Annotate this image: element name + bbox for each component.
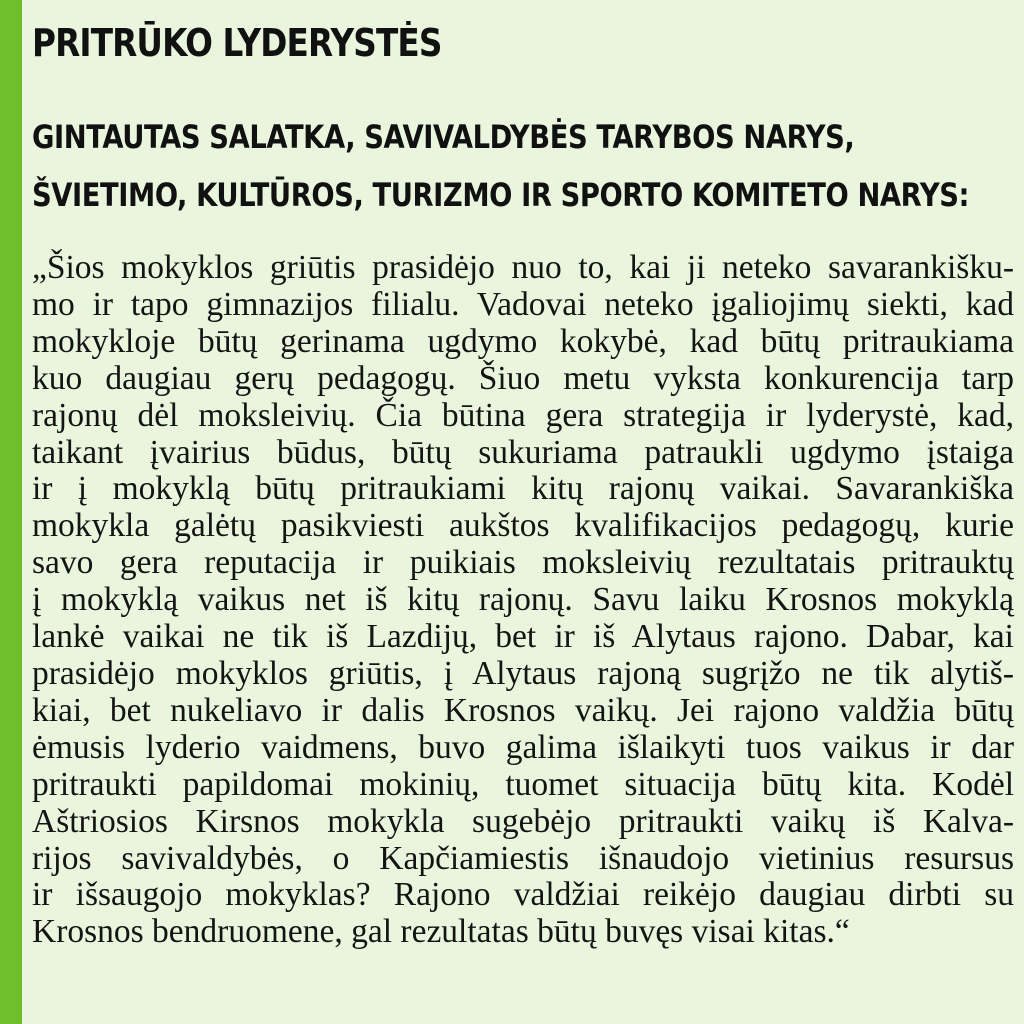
quote-line: į mokyklą vaikus net iš kitų rajonų. Savu laiku Krosnos mokyklą xyxy=(32,581,1014,619)
quote-line: kiai, bet nukeliavo ir dalis Krosnos vaikų. Jei rajono valdžia būtų xyxy=(32,691,1014,729)
quote-line: mokykla galėtų pasikviesti aukštos kvalifikacijos pedagogų, kurie xyxy=(32,507,1014,545)
quote-text xyxy=(32,250,1014,951)
headline: PRITRŪKO LYDERYSTĖS xyxy=(32,21,442,65)
quote-line: rajonų dėl moksleivių. Čia būtina gera strategija ir lyderystė, kad, xyxy=(32,396,1014,434)
quote-line: „Šios mokyklos griūtis prasidėjo nuo to, kai ji neteko savarankišku- xyxy=(32,249,1014,286)
accent-bar xyxy=(0,0,22,1024)
quote-line: ir išsaugojo mokyklas? Rajono valdžiai reikėjo daugiau dirbti su xyxy=(32,876,1014,914)
byline xyxy=(32,108,990,224)
quote-line: mokykloje būtų gerinama ugdymo kokybė, kad būtų pritraukiama xyxy=(32,322,1014,360)
byline-name-role: GINTAUTAS SALATKA, SAVIVALDYBĖS TARYBOS NARYS, xyxy=(32,118,855,156)
quote-line: mo ir tapo gimnazijos filialu. Vadovai neteko įgaliojimų siekti, kad xyxy=(32,285,1014,323)
quote-line: kuo daugiau gerų pedagogų. Šiuo metu vyksta konkurencija tarp xyxy=(32,359,1014,397)
quote-line: Aštriosios Kirsnos mokykla sugebėjo pritraukti vaikų iš Kalva- xyxy=(32,802,1014,840)
quote-line: Krosnos bendruomene, gal rezultatas būtų buvęs visai kitas.“ xyxy=(32,913,850,951)
quote-line: prasidėjo mokyklos griūtis, į Alytaus rajoną sugrįžo ne tik alytiš- xyxy=(32,654,1014,692)
quote-line: rijos savivaldybės, o Kapčiamiestis išnaudojo vietinius resursus xyxy=(32,839,1014,877)
byline-committee: ŠVIETIMO, KULTŪROS, TURIZMO IR SPORTO KOMITETO NARYS: xyxy=(32,176,969,214)
quote-line: pritraukti papildomai mokinių, tuomet situacija būtų kita. Kodėl xyxy=(32,765,1014,803)
quote-line: ėmusis lyderio vaidmens, buvo galima išlaikyti tuos vaikus ir dar xyxy=(32,728,1014,766)
quote-line: savo gera reputacija ir puikiais moksleivių rezultatais pritrauktų xyxy=(32,544,1014,582)
article-content xyxy=(32,0,1022,1024)
quote-line: lankė vaikai ne tik iš Lazdijų, bet ir iš Alytaus rajono. Dabar, kai xyxy=(32,618,1014,656)
quote-line: taikant įvairius būdus, būtų sukuriama patraukli ugdymo įstaiga xyxy=(32,433,1014,471)
quote-line: ir į mokyklą būtų pritraukiami kitų rajonų vaikai. Savarankiška xyxy=(32,470,1014,508)
